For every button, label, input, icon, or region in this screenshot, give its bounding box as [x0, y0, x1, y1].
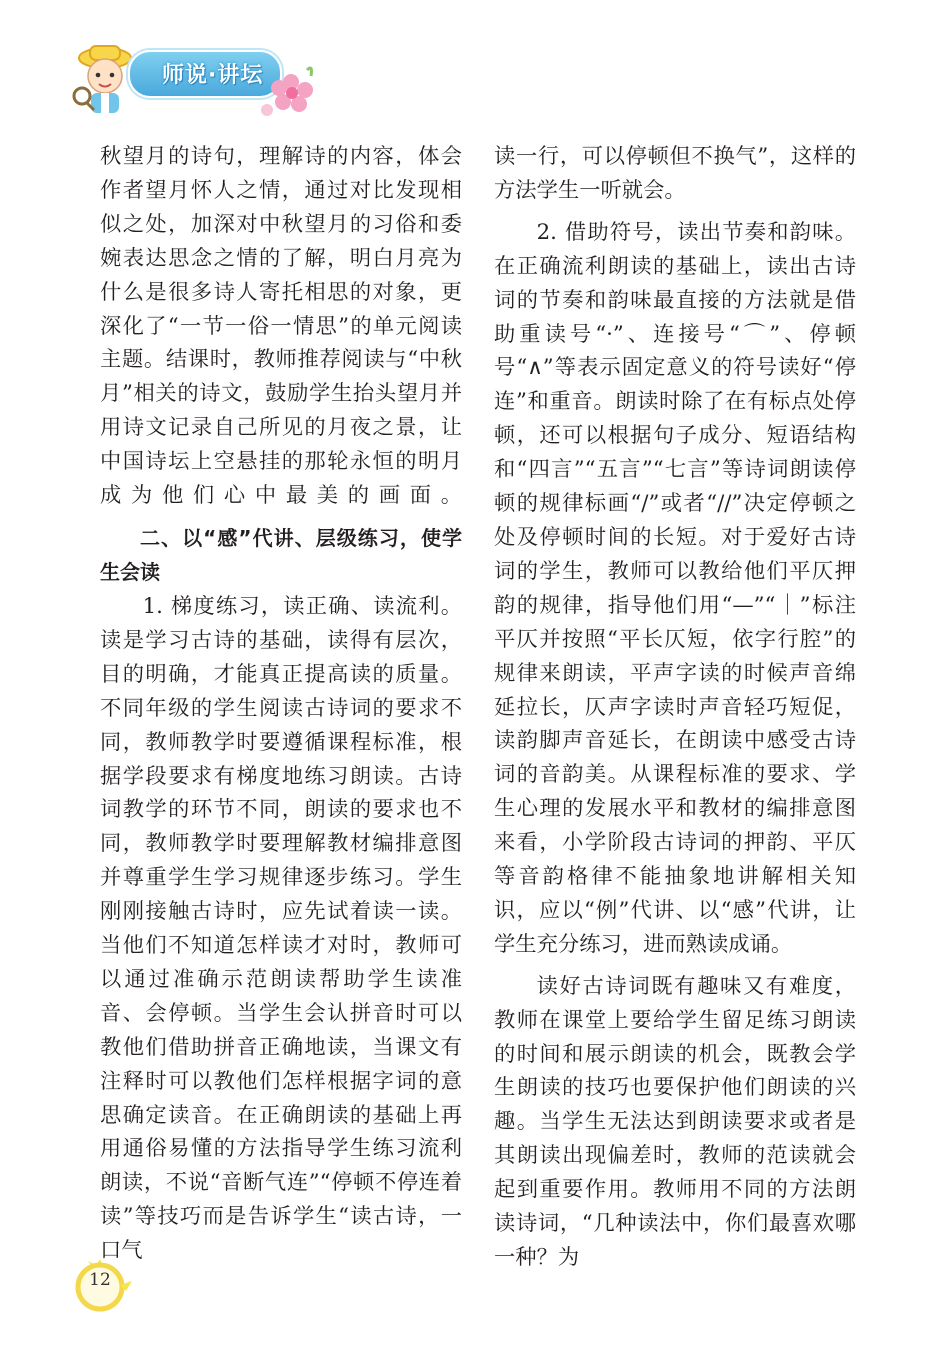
paragraph: 2. 借助符号，读出节奏和韵味。在正确流利朗读的基础上，读出古诗词的节奏和韵味最直接的方法就是借助重读号“·”、连接号“⌒”、停顿号“∧”等表示固定意义的符号读好“停连”和重音。朗读时除了在有标点处停顿，还可以根据句子成分、短语结构和“四言”“五言”“七言”等诗词朗读停顿的规律标画“/”或者“//”决定停顿之处及停顿时间的长短。对于爱好古诗词的学生，教师可以教给他们平仄押韵的规律，指导他们用“—”“｜”标注平仄并按照“平长仄短，依字行腔”的规律来朗读，平声字读的时候声音绵延拉长，仄声字读时声音轻巧短促，读韵脚声音延长，在朗读中感受古诗词的音韵美。从课程标准的要求、学生心理的发展水平和教材的编排意图来看，小学阶段古诗词的押韵、平仄等音韵格律不能抽象地讲解相关知识，应以“例”代讲、以“感”代讲，让学生充分练习，进而熟读成诵。	[494, 219, 856, 957]
left-column	[100, 140, 462, 1268]
section-header	[70, 40, 320, 120]
paragraph: 1. 梯度练习，读正确、读流利。读是学习古诗的基础，读得有层次，目的明确，才能真正提高读的质量。不同年级的学生阅读古诗词的要求不同，教师教学时要遵循课程标准，根据学段要求有梯度地练习朗读。古诗词教学的环节不同，朗读的要求也不同，教师教学时要理解教材编排意图并尊重学生学习规律逐步练习。学生刚刚接触古诗时，应先试着读一读。当他们不知道怎样读才对时，教师可以通过准确示范朗读帮助学生读准音、会停顿。当学生会认拼音时可以教他们借助拼音正确地读，当课文有注释时可以教他们怎样根据字词的意思确定读音。在正确朗读的基础上再用通俗易懂的方法指导学生练习流利朗读，不说“音断气连”“停顿不停连着读”等技巧而是告诉学生“读古诗，一口气	[100, 593, 462, 1264]
page-number: 12	[89, 1270, 111, 1290]
paragraph: 读好古诗词既有趣味又有难度，教师在课堂上要给学生留足练习朗读的时间和展示朗读的机会，既教会学生朗读的技巧也要保护他们朗读的兴趣。当学生无法达到朗读要求或者是其朗读出现偏差时，教师的范读就会起到重要作用。教师用不同的方法朗读诗词，“几种读法中，你们最喜欢哪一种？为	[494, 973, 856, 1270]
section-heading: 二、以“感”代讲、层级练习，使学生会读	[100, 525, 462, 585]
paragraph: 秋望月的诗句，理解诗的内容，体会作者望月怀人之情，通过对比发现相似之处，加深对中秋望月的习俗和委婉表达思念之情的了解，明白月亮为什么是很多诗人寄托相思的对象，更深化了“一节一俗一情思”的单元阅读主题。结课时，教师推荐阅读与“中秋月”相关的诗文，鼓励学生抬头望月并用诗文记录自己所见的月夜之景，让中国诗坛上空悬挂的那轮永恒的明月成为他们心中最美的画面。	[100, 144, 462, 509]
flower-icon	[255, 60, 315, 120]
paragraph: 读一行，可以停顿但不换气”，这样的方法学生一听就会。	[494, 144, 856, 203]
right-column	[494, 140, 856, 1275]
section-title: 师说·讲坛	[162, 63, 264, 88]
